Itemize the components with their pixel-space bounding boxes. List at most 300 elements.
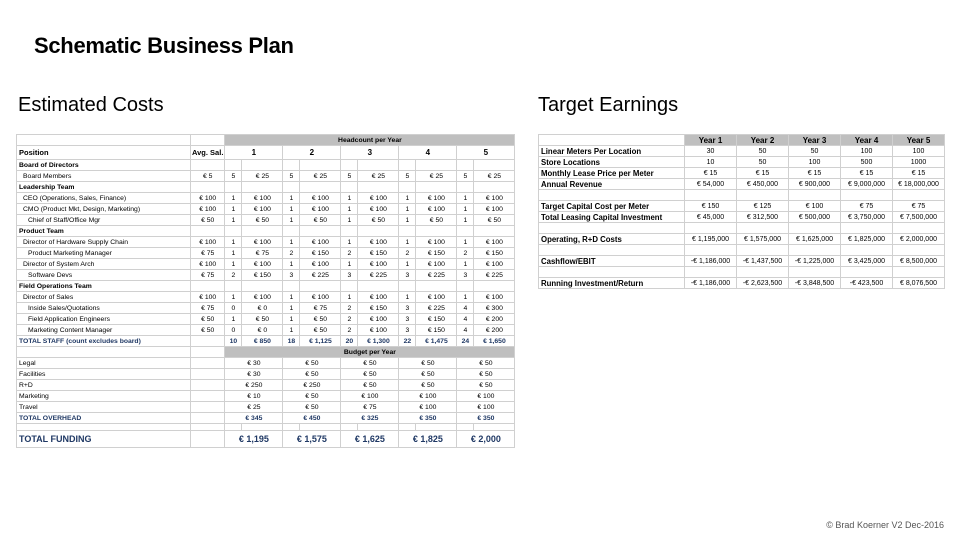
year-header: 1 — [225, 146, 283, 160]
value-cell: -€ 2,623,500 — [737, 278, 789, 289]
value-cell: € 312,500 — [737, 212, 789, 223]
category-label: Product Team — [17, 226, 191, 237]
cost-cell: € 225 — [416, 303, 457, 314]
budget-cell: € 325 — [341, 413, 399, 424]
cost-cell: € 225 — [300, 270, 341, 281]
headcount-cell: 3 — [341, 270, 358, 281]
estimated-costs-table — [16, 134, 515, 448]
position-label: Marketing Content Manager — [17, 325, 191, 336]
cost-cell: € 25 — [416, 171, 457, 182]
value-cell: € 1,575,000 — [737, 234, 789, 245]
budget-cell: € 1,825 — [399, 431, 457, 448]
table-row — [539, 234, 945, 245]
cost-cell: € 100 — [358, 204, 399, 215]
cost-cell: € 100 — [474, 237, 515, 248]
avg-salary-header: Avg. Sal. — [191, 146, 225, 160]
table-row — [17, 292, 515, 303]
table-row — [17, 204, 515, 215]
cost-cell: € 850 — [242, 336, 283, 347]
avg-salary-cell: € 75 — [191, 270, 225, 281]
cost-cell: € 100 — [358, 259, 399, 270]
budget-cell: € 100 — [457, 402, 515, 413]
cost-cell: € 150 — [358, 303, 399, 314]
category-row — [17, 281, 515, 292]
cost-cell: € 25 — [358, 171, 399, 182]
headcount-cell: 1 — [225, 248, 242, 259]
value-cell: € 125 — [737, 201, 789, 212]
headcount-cell: 3 — [399, 325, 416, 336]
headcount-cell: 1 — [283, 325, 300, 336]
cost-cell: € 75 — [300, 303, 341, 314]
headcount-cell: 1 — [283, 314, 300, 325]
value-cell: 50 — [789, 146, 841, 157]
empty-cell — [191, 431, 225, 448]
headcount-cell: 1 — [283, 292, 300, 303]
headcount-cell: 4 — [457, 314, 474, 325]
cost-cell: € 100 — [242, 193, 283, 204]
estimated-costs-title: Estimated Costs — [18, 94, 164, 116]
budget-label: Facilities — [17, 369, 191, 380]
cost-cell: € 1,650 — [474, 336, 515, 347]
avg-salary-cell: € 50 — [191, 314, 225, 325]
cost-cell: € 100 — [416, 237, 457, 248]
table-row — [17, 193, 515, 204]
value-cell: € 1,625,000 — [789, 234, 841, 245]
cost-cell: € 300 — [474, 303, 515, 314]
cost-cell: € 100 — [300, 292, 341, 303]
headcount-cell: 1 — [225, 292, 242, 303]
cost-cell: € 100 — [242, 259, 283, 270]
budget-header-row — [17, 347, 515, 358]
empty-cell — [191, 402, 225, 413]
slide-title: Schematic Business Plan — [34, 33, 294, 58]
table-row — [17, 248, 515, 259]
value-cell: -€ 1,186,000 — [685, 256, 737, 267]
headcount-cell: 2 — [341, 325, 358, 336]
headcount-cell: 5 — [341, 171, 358, 182]
value-cell: € 3,425,000 — [841, 256, 893, 267]
headcount-cell: 1 — [225, 314, 242, 325]
year-header: Year 3 — [789, 135, 841, 146]
budget-cell: € 30 — [225, 369, 283, 380]
spacer-row — [539, 190, 945, 201]
headcount-cell: 3 — [399, 270, 416, 281]
cost-cell: € 100 — [242, 292, 283, 303]
cost-cell: € 100 — [416, 259, 457, 270]
avg-salary-cell: € 100 — [191, 292, 225, 303]
table-row — [17, 402, 515, 413]
budget-cell: € 250 — [225, 380, 283, 391]
headcount-cell: 0 — [225, 325, 242, 336]
cost-cell: € 150 — [358, 248, 399, 259]
headcount-header-row — [17, 135, 515, 146]
headcount-cell: 1 — [283, 259, 300, 270]
budget-cell: € 2,000 — [457, 431, 515, 448]
spacer-row — [17, 424, 515, 431]
headcount-cell: 2 — [225, 270, 242, 281]
headcount-cell: 2 — [341, 314, 358, 325]
cost-cell: € 0 — [242, 325, 283, 336]
headcount-cell: 5 — [225, 171, 242, 182]
value-cell: € 1,195,000 — [685, 234, 737, 245]
headcount-cell: 2 — [341, 248, 358, 259]
cost-cell: € 1,475 — [416, 336, 457, 347]
budget-cell: € 50 — [457, 358, 515, 369]
cost-cell: € 100 — [300, 237, 341, 248]
spacer-row — [539, 223, 945, 234]
cost-cell: € 100 — [242, 204, 283, 215]
budget-cell: € 10 — [225, 391, 283, 402]
headcount-cell: 5 — [457, 171, 474, 182]
headcount-cell: 3 — [399, 303, 416, 314]
value-cell: € 75 — [893, 201, 945, 212]
headcount-cell: 1 — [457, 215, 474, 226]
headcount-cell: 1 — [283, 204, 300, 215]
value-cell: 100 — [841, 146, 893, 157]
value-cell: € 100 — [789, 201, 841, 212]
year-header: Year 1 — [685, 135, 737, 146]
year-header-row — [17, 146, 515, 160]
headcount-cell: 1 — [457, 204, 474, 215]
budget-cell: € 1,195 — [225, 431, 283, 448]
budget-cell: € 50 — [457, 380, 515, 391]
empty-cell — [191, 391, 225, 402]
value-cell: € 7,500,000 — [893, 212, 945, 223]
position-label: CMO (Product Mkt, Design, Marketing) — [17, 204, 191, 215]
category-label: Board of Directors — [17, 160, 191, 171]
cost-cell: € 200 — [474, 314, 515, 325]
cost-cell: € 150 — [300, 248, 341, 259]
headcount-cell: 1 — [283, 303, 300, 314]
category-row — [17, 226, 515, 237]
budget-cell: € 50 — [283, 358, 341, 369]
headcount-cell: 1 — [341, 237, 358, 248]
headcount-cell: 2 — [341, 303, 358, 314]
headcount-cell: 1 — [457, 193, 474, 204]
headcount-cell: 1 — [283, 237, 300, 248]
cost-cell: € 50 — [300, 325, 341, 336]
cost-cell: € 50 — [358, 215, 399, 226]
cost-cell: € 50 — [416, 215, 457, 226]
cost-cell: € 50 — [242, 314, 283, 325]
budget-cell: € 50 — [283, 369, 341, 380]
cost-cell: € 100 — [416, 292, 457, 303]
headcount-cell: 1 — [341, 204, 358, 215]
value-cell: 50 — [737, 146, 789, 157]
headcount-cell: 1 — [399, 204, 416, 215]
budget-cell: € 100 — [399, 391, 457, 402]
cost-cell: € 150 — [416, 248, 457, 259]
budget-cell: € 50 — [283, 391, 341, 402]
avg-salary-cell: € 75 — [191, 248, 225, 259]
value-cell: -€ 423,500 — [841, 278, 893, 289]
value-cell: € 3,750,000 — [841, 212, 893, 223]
headcount-cell: 24 — [457, 336, 474, 347]
value-cell: -€ 1,186,000 — [685, 278, 737, 289]
cost-cell: € 100 — [358, 292, 399, 303]
cost-cell: € 75 — [242, 248, 283, 259]
cost-cell: € 1,300 — [358, 336, 399, 347]
headcount-cell: 3 — [399, 314, 416, 325]
year-header: Year 2 — [737, 135, 789, 146]
position-label: Inside Sales/Quotations — [17, 303, 191, 314]
year-header: 3 — [341, 146, 399, 160]
year-header-row — [539, 135, 945, 146]
value-cell: € 500,000 — [789, 212, 841, 223]
position-label: Director of Hardware Supply Chain — [17, 237, 191, 248]
table-row — [17, 303, 515, 314]
headcount-cell: 3 — [457, 270, 474, 281]
cost-cell: € 100 — [358, 325, 399, 336]
budget-label: R+D — [17, 380, 191, 391]
headcount-cell: 5 — [399, 171, 416, 182]
table-row — [539, 168, 945, 179]
budget-cell: € 1,575 — [283, 431, 341, 448]
cost-cell: € 25 — [474, 171, 515, 182]
table-row — [539, 256, 945, 267]
value-cell: 100 — [789, 157, 841, 168]
headcount-cell: 1 — [399, 215, 416, 226]
cost-cell: € 150 — [474, 248, 515, 259]
cost-cell: € 50 — [300, 314, 341, 325]
metric-label: Target Capital Cost per Meter — [539, 201, 685, 212]
avg-salary-cell: € 50 — [191, 325, 225, 336]
year-header: 5 — [457, 146, 515, 160]
headcount-cell: 1 — [399, 193, 416, 204]
category-label: Leadership Team — [17, 182, 191, 193]
budget-cell: € 75 — [341, 402, 399, 413]
cost-cell: € 1,125 — [300, 336, 341, 347]
headcount-cell: 3 — [283, 270, 300, 281]
position-label: Field Application Engineers — [17, 314, 191, 325]
avg-salary-cell: € 100 — [191, 237, 225, 248]
budget-header: Budget per Year — [225, 347, 515, 358]
cost-cell: € 150 — [242, 270, 283, 281]
cost-cell: € 100 — [416, 193, 457, 204]
table-row — [17, 215, 515, 226]
budget-cell: € 25 — [225, 402, 283, 413]
avg-salary-cell: € 100 — [191, 204, 225, 215]
table-row — [17, 391, 515, 402]
metric-label: Store Locations — [539, 157, 685, 168]
budget-cell: € 50 — [457, 369, 515, 380]
metric-label: Linear Meters Per Location — [539, 146, 685, 157]
headcount-cell: 1 — [283, 193, 300, 204]
cost-cell: € 225 — [416, 270, 457, 281]
table-row — [17, 369, 515, 380]
cost-cell: € 100 — [300, 259, 341, 270]
metric-label: Total Leasing Capital Investment — [539, 212, 685, 223]
value-cell: € 75 — [841, 201, 893, 212]
cost-cell: € 50 — [474, 215, 515, 226]
value-cell: -€ 1,437,500 — [737, 256, 789, 267]
headcount-cell: 1 — [399, 259, 416, 270]
headcount-cell: 10 — [225, 336, 242, 347]
budget-cell: € 100 — [341, 391, 399, 402]
headcount-cell: 1 — [225, 259, 242, 270]
year-header: 2 — [283, 146, 341, 160]
table-row — [17, 259, 515, 270]
budget-cell: € 50 — [399, 358, 457, 369]
value-cell: € 15 — [737, 168, 789, 179]
total-staff-row — [17, 336, 515, 347]
cost-cell: € 150 — [416, 325, 457, 336]
avg-salary-cell: € 75 — [191, 303, 225, 314]
cost-cell: € 50 — [242, 215, 283, 226]
metric-label: Monthly Lease Price per Meter — [539, 168, 685, 179]
position-header: Position — [17, 146, 191, 160]
position-label: Director of Sales — [17, 292, 191, 303]
budget-cell: € 345 — [225, 413, 283, 424]
budget-cell: € 250 — [283, 380, 341, 391]
cost-cell: € 225 — [358, 270, 399, 281]
avg-salary-cell: € 5 — [191, 171, 225, 182]
table-row — [17, 358, 515, 369]
spacer-row — [539, 267, 945, 278]
budget-cell: € 50 — [399, 369, 457, 380]
target-earnings-title: Target Earnings — [538, 94, 679, 116]
value-cell: € 1,825,000 — [841, 234, 893, 245]
headcount-cell: 20 — [341, 336, 358, 347]
position-label: Chief of Staff/Office Mgr — [17, 215, 191, 226]
headcount-cell: 2 — [399, 248, 416, 259]
value-cell: € 54,000 — [685, 179, 737, 190]
category-label: Field Operations Team — [17, 281, 191, 292]
table-row — [17, 325, 515, 336]
budget-cell: € 50 — [341, 369, 399, 380]
value-cell: € 15 — [841, 168, 893, 179]
cost-cell: € 100 — [242, 237, 283, 248]
value-cell: € 15 — [685, 168, 737, 179]
headcount-header: Headcount per Year — [225, 135, 515, 146]
cost-cell: € 225 — [474, 270, 515, 281]
headcount-cell: 1 — [457, 292, 474, 303]
value-cell: -€ 1,225,000 — [789, 256, 841, 267]
value-cell: € 450,000 — [737, 179, 789, 190]
metric-label: Annual Revenue — [539, 179, 685, 190]
budget-label: Marketing — [17, 391, 191, 402]
position-label: Software Devs — [17, 270, 191, 281]
cost-cell: € 100 — [300, 204, 341, 215]
value-cell: € 45,000 — [685, 212, 737, 223]
headcount-cell: 1 — [225, 204, 242, 215]
cost-cell: € 150 — [416, 314, 457, 325]
avg-salary-cell: € 100 — [191, 193, 225, 204]
table-row — [17, 270, 515, 281]
headcount-cell: 1 — [341, 259, 358, 270]
table-row — [539, 157, 945, 168]
category-row — [17, 160, 515, 171]
value-cell: € 8,076,500 — [893, 278, 945, 289]
headcount-cell: 2 — [457, 248, 474, 259]
headcount-cell: 1 — [341, 292, 358, 303]
empty-cell — [191, 413, 225, 424]
total-overhead-row — [17, 413, 515, 424]
cost-cell: € 100 — [300, 193, 341, 204]
spacer-row — [539, 245, 945, 256]
value-cell: € 18,000,000 — [893, 179, 945, 190]
headcount-cell: 1 — [399, 292, 416, 303]
value-cell: € 150 — [685, 201, 737, 212]
copyright-footer: © Brad Koerner V2 Dec-2016 — [826, 520, 944, 530]
table-row — [539, 179, 945, 190]
position-label: TOTAL STAFF (count excludes board) — [17, 336, 191, 347]
table-row — [17, 171, 515, 182]
cost-cell: € 100 — [358, 193, 399, 204]
avg-salary-cell: € 100 — [191, 259, 225, 270]
target-earnings-table — [538, 134, 945, 289]
headcount-cell: 1 — [225, 193, 242, 204]
year-header: Year 4 — [841, 135, 893, 146]
cost-cell: € 100 — [474, 204, 515, 215]
budget-label: Legal — [17, 358, 191, 369]
value-cell: € 15 — [789, 168, 841, 179]
headcount-cell: 1 — [225, 237, 242, 248]
budget-cell: € 50 — [399, 380, 457, 391]
budget-label: TOTAL OVERHEAD — [17, 413, 191, 424]
budget-cell: € 450 — [283, 413, 341, 424]
value-cell: 10 — [685, 157, 737, 168]
table-row — [539, 212, 945, 223]
value-cell: 500 — [841, 157, 893, 168]
value-cell: 50 — [737, 157, 789, 168]
value-cell: € 9,000,000 — [841, 179, 893, 190]
cost-cell: € 25 — [242, 171, 283, 182]
year-header: 4 — [399, 146, 457, 160]
headcount-cell: 1 — [283, 215, 300, 226]
headcount-cell: 22 — [399, 336, 416, 347]
budget-cell: € 50 — [341, 380, 399, 391]
metric-label: Operating, R+D Costs — [539, 234, 685, 245]
avg-salary-cell: € 50 — [191, 215, 225, 226]
budget-cell: € 350 — [457, 413, 515, 424]
headcount-cell: 1 — [225, 215, 242, 226]
value-cell: € 2,000,000 — [893, 234, 945, 245]
value-cell: € 15 — [893, 168, 945, 179]
position-label: CEO (Operations, Sales, Finance) — [17, 193, 191, 204]
headcount-cell: 4 — [457, 303, 474, 314]
table-row — [17, 314, 515, 325]
headcount-cell: 2 — [283, 248, 300, 259]
headcount-cell: 1 — [457, 237, 474, 248]
headcount-cell: 1 — [341, 193, 358, 204]
cost-cell: € 100 — [416, 204, 457, 215]
cost-cell: € 100 — [474, 259, 515, 270]
table-row — [539, 146, 945, 157]
empty-cell — [191, 358, 225, 369]
cost-cell: € 100 — [358, 237, 399, 248]
value-cell: 100 — [893, 146, 945, 157]
budget-label: TOTAL FUNDING — [17, 431, 191, 448]
budget-label: Travel — [17, 402, 191, 413]
headcount-cell: 1 — [457, 259, 474, 270]
budget-cell: € 100 — [399, 402, 457, 413]
table-row — [17, 380, 515, 391]
headcount-cell: 1 — [341, 215, 358, 226]
avg-salary-cell — [191, 336, 225, 347]
category-row — [17, 182, 515, 193]
total-funding-row — [17, 431, 515, 448]
value-cell: -€ 3,848,500 — [789, 278, 841, 289]
headcount-cell: 18 — [283, 336, 300, 347]
headcount-cell: 5 — [283, 171, 300, 182]
metric-label: Running Investment/Return — [539, 278, 685, 289]
budget-cell: € 50 — [283, 402, 341, 413]
cost-cell: € 0 — [242, 303, 283, 314]
table-row — [539, 201, 945, 212]
headcount-cell: 1 — [399, 237, 416, 248]
headcount-cell: 0 — [225, 303, 242, 314]
